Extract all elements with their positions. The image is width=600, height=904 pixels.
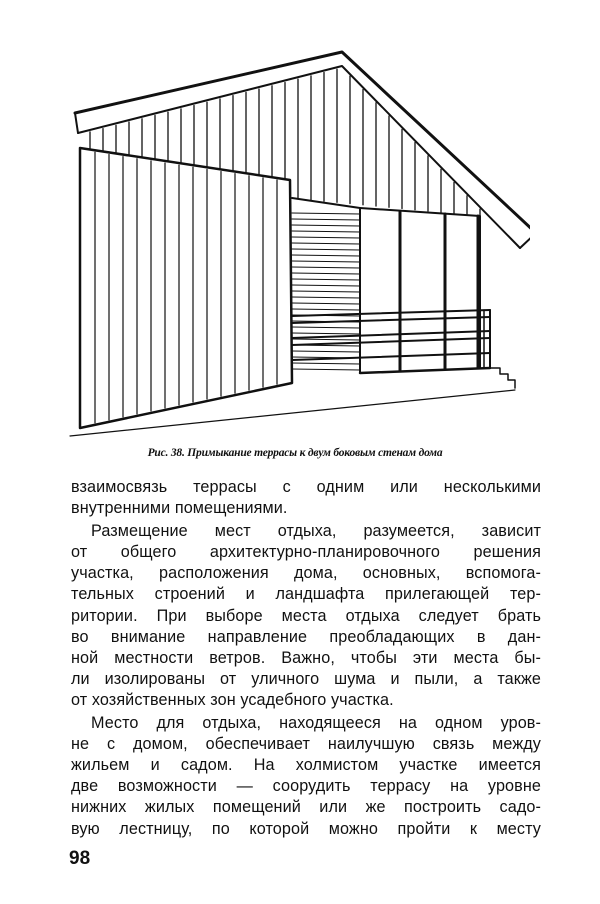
- text-line: Место для отдыха, находящееся на одном уров-: [91, 714, 541, 733]
- terrace-drawing: [60, 38, 530, 443]
- log-line: [292, 255, 360, 256]
- paragraph-2: [71, 521, 541, 711]
- text-line: взаимосвязь террасы с одним или несколькими: [71, 478, 541, 496]
- text-line: тельных строений и ландшафта прилегающей тер-: [71, 585, 541, 604]
- log-line: [292, 285, 360, 286]
- side-wall-outline: [80, 148, 292, 428]
- log-line: [292, 351, 360, 352]
- log-line: [292, 237, 360, 238]
- text-line: от общего архитектурно-планировочного решения: [71, 543, 541, 562]
- log-line: [292, 219, 360, 220]
- log-line: [292, 225, 360, 226]
- text-line: жильем и садом. На холмистом участке имеется: [71, 756, 541, 775]
- log-line: [292, 267, 360, 268]
- log-line: [292, 309, 360, 310]
- text-line: ли изолированы от уличного шума и пыли, а также: [71, 669, 541, 688]
- text-line: ной местности ветров. Важно, чтобы эти места бы-: [71, 648, 541, 667]
- paragraph-3: [71, 713, 541, 840]
- log-line: [292, 369, 360, 370]
- log-line: [292, 291, 360, 292]
- text-line: участка, расположения дома, основных, вспомога-: [71, 564, 541, 583]
- page-number: 98: [69, 848, 91, 869]
- text-line: вую лестницу, по которой можно пройти к месту: [71, 819, 541, 838]
- log-line: [292, 339, 360, 340]
- body-text: [71, 477, 541, 842]
- text-line: Размещение мест отдыха, разумеется, зависит: [91, 522, 541, 541]
- log-line: [292, 303, 360, 304]
- roof-eave-end: [520, 233, 530, 248]
- terrace-illustration: [60, 38, 530, 443]
- text-line: ритории. При выборе места отдыха следует брать: [71, 606, 541, 625]
- log-line: [292, 249, 360, 250]
- log-line: [292, 243, 360, 244]
- text-line: во внимание направление преобладающих в дан-: [71, 627, 541, 646]
- text-line: нижних жилых помещений или же построить садо-: [71, 798, 541, 817]
- paragraph-1: [71, 477, 541, 519]
- steps: [485, 368, 515, 388]
- roof-outer-edge: [75, 52, 530, 233]
- log-line: [292, 363, 360, 364]
- log-line: [292, 327, 360, 328]
- text-line: не с домом, обеспечивает наилучшую связь между: [71, 735, 541, 754]
- figure-caption: Рис. 38. Примыкание террасы к двум боковым стенам дома: [147, 447, 443, 459]
- log-line: [292, 279, 360, 280]
- log-line: [292, 297, 360, 298]
- text-line: внутренними помещениями.: [71, 499, 288, 518]
- log-line: [292, 333, 360, 334]
- log-line: [292, 261, 360, 262]
- log-line: [292, 273, 360, 274]
- log-line: [292, 213, 360, 214]
- text-line: две возможности — соорудить террасу на уровне: [71, 777, 541, 796]
- text-line: от хозяйственных зон усадебного участка.: [71, 690, 394, 709]
- log-line: [292, 231, 360, 232]
